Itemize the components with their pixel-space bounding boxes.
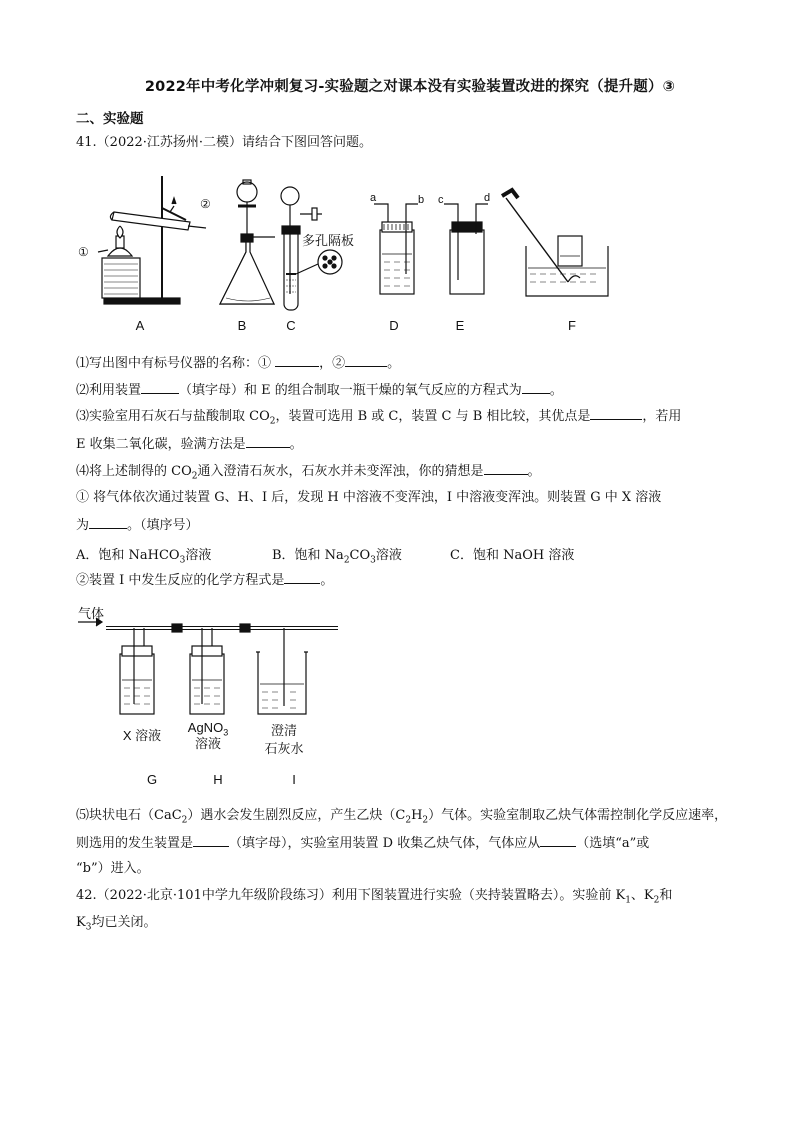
q41-part3: ⑶实验室用石灰石与盐酸制取 $CO_2$，装置可选用 B 或 C，装置 C 与 B 相比较，其优点是 ，若用: [76, 409, 682, 427]
option-b: B．饱和 $Na_2CO_3$溶液: [272, 548, 402, 566]
q41-part5: ⑸块状电石（CaC$_2$）遇水会发生剧烈反应，产生乙炔$(C_2H_2)$气体。实验室制取乙炔气体需控制化学反应速率，: [76, 808, 728, 826]
q41-part4-1-cont: 为 。（填序号）: [76, 518, 199, 533]
q41-part4-2: ②装置 I 中发生反应的化学方程式是 。: [76, 573, 334, 588]
q41-part5-cont: 则选用的发生装置是 （填字母），实验室用装置 D 收集乙炔气体，气体应从 （选填“a”或: [76, 836, 650, 851]
question-41-stem: 41.（2022·江苏扬州·二模）请结合下图回答问题。: [76, 135, 373, 150]
q41-part5-cont2: “b”）进入。: [76, 861, 150, 876]
label-porous: 多孔隔板: [302, 233, 355, 248]
label-m2: ②: [200, 197, 211, 211]
apparatus-figure-1: [78, 170, 598, 320]
apparatus-figure-2: [76, 608, 336, 728]
apparatus-label-b: B: [237, 318, 247, 333]
option-c: C．饱和 NaOH 溶液: [450, 548, 575, 563]
label-m1: ①: [78, 245, 89, 259]
h-solution-label: AgNO$_3$ 溶液: [187, 720, 229, 751]
apparatus-label-d: D: [389, 318, 399, 333]
page-title: 2022年中考化学冲刺复习-实验题之对课本没有实验装置改进的探究（提升题）③: [144, 79, 676, 95]
gas-label: 气体: [78, 606, 105, 621]
q41-part1: ⑴写出图中有标号仪器的名称：① ，② 。: [76, 356, 401, 371]
q41-part4: ⑷将上述制得的 $CO_2$通入澄清石灰水，石灰水并未变浑浊，你的猜想是 。: [76, 464, 541, 482]
apparatus-label-a: A: [135, 318, 145, 333]
i-solution-label: 澄清 石灰水: [264, 723, 304, 756]
apparatus-label-c: C: [286, 318, 296, 333]
q41-part3-cont: E 收集二氧化碳，验满方法是 。: [76, 437, 303, 452]
apparatus-label-h: H: [213, 772, 223, 787]
g-solution-label: X 溶液: [122, 728, 162, 743]
q41-part4-1: ① 将气体依次通过装置 G、H、I 后，发现 H 中溶液不变浑浊，I 中溶液变浑浊。则装置 G 中 X 溶液: [76, 490, 662, 505]
label-a: a: [370, 192, 377, 204]
apparatus-label-e: E: [455, 318, 465, 333]
option-a: A．饱和 NaHCO$_3$溶液: [76, 548, 212, 566]
apparatus-label-f: F: [568, 318, 576, 333]
apparatus-label-g: G: [146, 772, 158, 787]
question-42-line2: $K_3$均已关闭。: [76, 915, 157, 933]
label-d: d: [484, 192, 491, 204]
section-heading: 二、实验题: [76, 111, 144, 127]
q41-part2: ⑵利用装置 （填字母）和 E 的组合制取一瓶干燥的氧气反应的方程式为 。: [76, 383, 563, 398]
label-b: b: [418, 194, 425, 206]
apparatus-label-i: I: [292, 772, 296, 787]
label-c: c: [438, 194, 444, 206]
question-42-line1: 42.（2022·北京·101中学九年级阶段练习）利用下图装置进行实验（夹持装置略去）。实验前 $K_1$、$K_2$和: [76, 888, 673, 906]
